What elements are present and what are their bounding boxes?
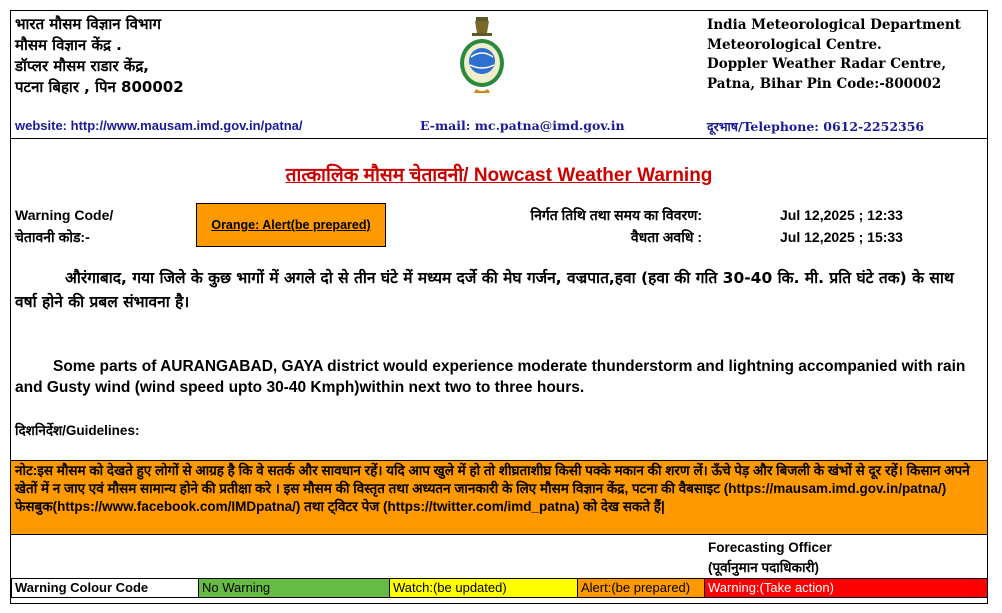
issue-time-value: Jul 12,2025 ; 12:33 <box>780 207 903 223</box>
forecasting-officer <box>708 538 832 578</box>
header-english <box>707 16 961 94</box>
header-hindi-line: डॉप्लर मौसम राडार केंद्र, <box>15 57 149 75</box>
warning-message-english: Some parts of AURANGABAD, GAYA district would experience moderate thunderstorm and lightning accompanied with rain and Gusty wind (wind speed upto 30-40 Kmph)within next two to three hours. <box>15 358 966 396</box>
officer-title-hi: (पूर्वानुमान पदाधिकारी) <box>708 560 819 575</box>
header-english-line: Meteorological Centre. <box>707 36 882 53</box>
note-bottom-border <box>11 534 987 535</box>
validity-value: Jul 12,2025 ; 15:33 <box>780 229 903 245</box>
legend-title: Warning Colour Code <box>11 578 199 598</box>
legend-warning: Warning:(Take action) <box>704 578 988 598</box>
legend-watch: Watch:(be updated) <box>389 578 578 598</box>
issue-time-label: निर्गत तिथि तथा समय का विवरण: <box>530 207 702 223</box>
guidelines-label: दिशनिर्देश/Guidelines: <box>15 423 140 438</box>
validity-label: वैधता अवधि : <box>630 229 702 245</box>
header-hindi-line: पटना बिहार , पिन 800002 <box>15 78 184 96</box>
header-english-line: Patna, Bihar Pin Code:-800002 <box>707 75 942 92</box>
warning-code-label-en: Warning Code/ <box>15 207 114 223</box>
header-english-line: India Meteorological Department <box>707 17 961 33</box>
safety-note: नोट:इस मौसम को देखते हुए लोगों से आग्रह है कि वे सतर्क और सावधान रहें। यदि आप खुले में हो तो शीघ्रताशीघ्र किसी पक्के मकान की शरण लें। ऊँचे पेड़ और बिजली के खंभों से दूर रहें। किसान अपने खेतों में न जाए एवं मौसम सामान्य होने की प्रतीक्षा करे । इस मौसम की विस्तृत तथा अध्यतन जानकारी के लिए मौसम विज्ञान केंद्र, पटना की वैबसाइट (https://mausam.imd.gov.in/patna/) फेसबुक(https://www.facebook.com/IMDpatna/) तथा ट्विटर पेज (https://twitter.com/imd_patna) को देख सकते हैं| <box>11 461 987 535</box>
page-title: तात्कालिक मौसम चेतावनी/ Nowcast Weather Warning <box>285 165 713 186</box>
warning-code-badge: Orange: Alert(be prepared) <box>196 203 386 247</box>
header-hindi <box>15 14 184 98</box>
officer-title-en: Forecasting Officer <box>708 540 832 555</box>
header-english-line: Doppler Weather Radar Centre, <box>707 56 947 72</box>
legend-no-warning: No Warning <box>198 578 390 598</box>
warning-message-hindi: औरंगाबाद, गया जिले के कुछ भागों में अगले दो से तीन घंटे में मध्यम दर्जे की मेघ गर्जन, वज्रपात,हवा (हवा की गति 30-40 कि. मी. प्रति घंटे तक) के साथ वर्षा होने की प्रबल संभावना है। <box>15 269 954 311</box>
legend-alert: Alert:(be prepared) <box>577 578 705 598</box>
header-hindi-line: मौसम विज्ञान केंद्र . <box>15 36 122 54</box>
email-link[interactable]: E-mail: mc.patna@imd.gov.in <box>420 118 625 133</box>
telephone-info: दूरभाष/Telephone: 0612-2252356 <box>707 119 925 134</box>
header-divider <box>11 138 987 139</box>
warning-code-label <box>15 204 113 248</box>
warning-code-label-hi: चेतावनी कोड:- <box>15 229 90 245</box>
website-link[interactable]: website: http://www.mausam.imd.gov.in/patna/ <box>15 118 303 133</box>
bulletin-frame <box>10 10 988 604</box>
imd-emblem-logo <box>454 15 510 95</box>
header-hindi-line: भारत मौसम विज्ञान विभाग <box>15 15 161 33</box>
